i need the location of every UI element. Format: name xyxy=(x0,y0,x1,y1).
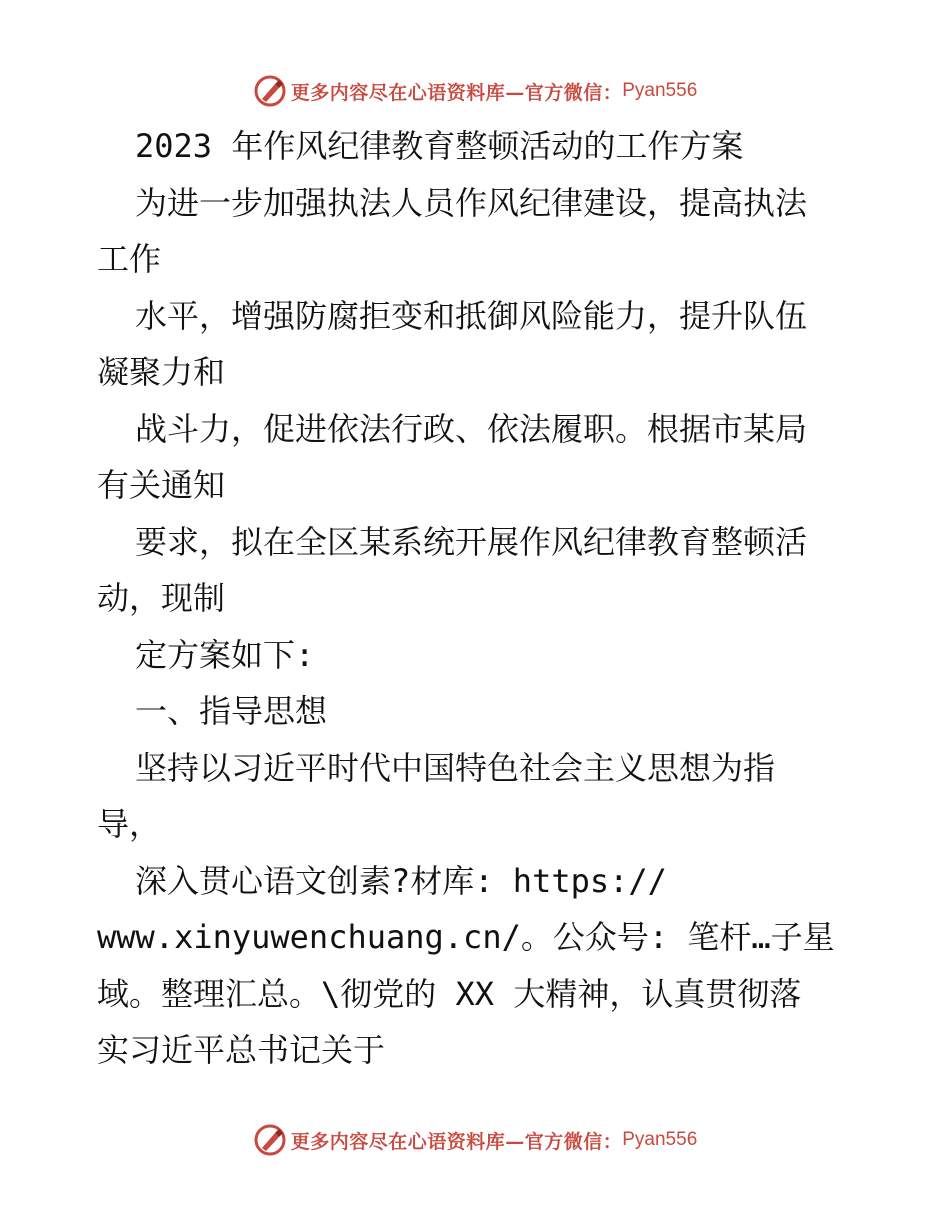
text-line: 实习近平总书记关于 xyxy=(97,1031,386,1069)
text-line: 定方案如下: xyxy=(135,635,315,674)
pen-logo-icon xyxy=(253,1123,287,1157)
watermark-wechat-id: Pyan556 xyxy=(622,80,698,101)
pen-logo-icon xyxy=(253,74,287,108)
watermark-header xyxy=(0,71,950,111)
text-line: 导， xyxy=(97,805,162,843)
text-line: 工作 xyxy=(97,240,162,278)
text-line: 凝聚力和 xyxy=(97,353,226,391)
text-line: 域。整理汇总。\彻党的 XX 大精神，认真贯彻落 xyxy=(97,974,802,1013)
text-line: 坚持以习近平时代中国特色社会主义思想为指 xyxy=(135,748,776,787)
document-title: 2023 年作风纪律教育整顿活动的工作方案 xyxy=(135,127,744,165)
section-heading: 一、指导思想 xyxy=(135,692,328,730)
text-line: www.xinyuwenchuang.cn/。公众号: 笔杆…子星 xyxy=(97,918,835,956)
watermark-wechat-id: Pyan556 xyxy=(622,1129,698,1150)
text-line: 为进一步加强执法人员作风纪律建设，提高执法 xyxy=(135,183,808,222)
text-line: 深入贯心语文创素?材库: https:// xyxy=(135,861,667,900)
text-line: 有关通知 xyxy=(97,466,226,504)
text-line: 动，现制 xyxy=(97,579,226,617)
watermark-footer xyxy=(0,1120,950,1160)
document-body xyxy=(97,118,857,1079)
text-line: 战斗力，促进依法行政、依法履职。根据市某局 xyxy=(135,409,808,448)
watermark-text: 更多内容尽在心语资料库—官方微信： xyxy=(290,81,623,104)
watermark-text: 更多内容尽在心语资料库—官方微信： xyxy=(290,1130,623,1153)
text-line: 要求，拟在全区某系统开展作风纪律教育整顿活 xyxy=(135,522,808,561)
text-line: 水平，增强防腐拒变和抵御风险能力，提升队伍 xyxy=(135,296,808,335)
